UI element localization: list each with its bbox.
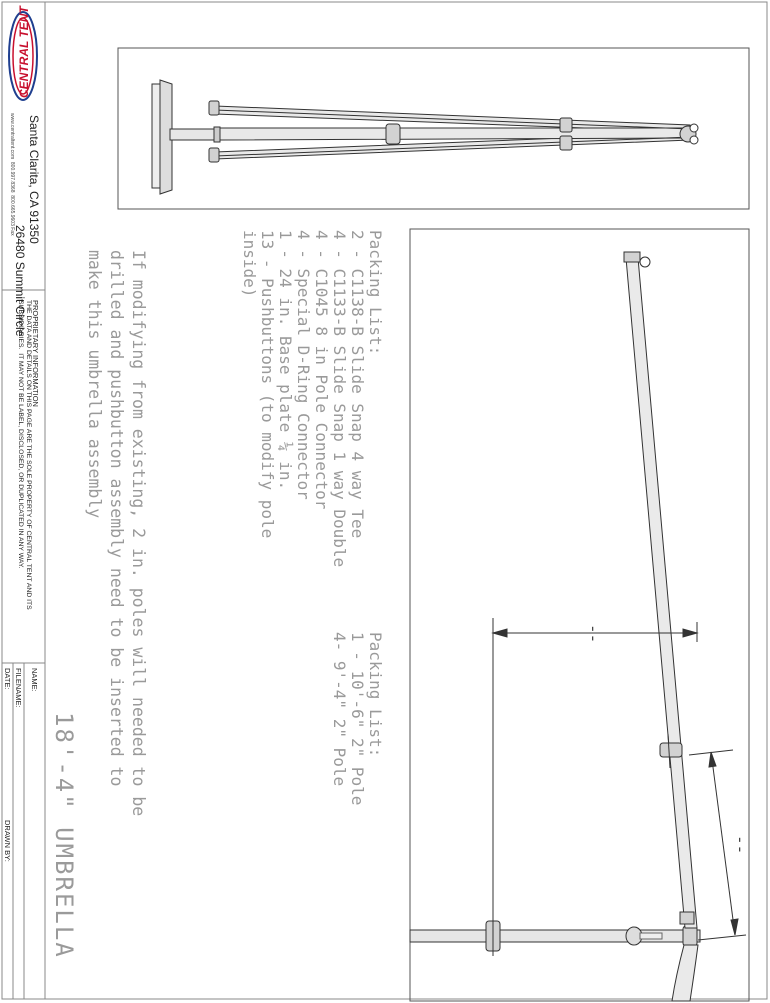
drawn-by-field-label: DRAWN BY: xyxy=(3,820,12,862)
horizontal-dimension-label: -- xyxy=(584,624,603,644)
drawing-title: 18'-4" UMBRELLA xyxy=(50,712,78,959)
proprietary-title: PROPRIETARY INFORMATION xyxy=(31,300,40,407)
arms-top-view xyxy=(215,106,690,159)
company-logo xyxy=(6,8,40,104)
note-line: If modifying from existing, 2 in. poles will needed to be xyxy=(129,250,148,817)
packing-list-2-item: 4- 9'-4" 2" Pole xyxy=(330,632,349,787)
side-view-frame xyxy=(410,229,749,1001)
note-line: make this umbrella assembly xyxy=(85,250,104,519)
base-pole-side-view xyxy=(410,916,700,956)
packing-list-1-heading: Packing List: xyxy=(366,230,385,356)
note-line: drilled and pushbutton assembly need to be inserted to xyxy=(107,250,126,787)
packing-list-1-item: inside) xyxy=(240,230,259,298)
packing-list-2-item: 1 - 10'-6" 2" Pole xyxy=(348,632,367,806)
date-field-label: DATE: xyxy=(3,668,12,690)
proprietary-line2: SUBSIDIARIES. IT MAY NOT BE LABEL, DISCLOSED, OR DUPLICATED IN ANY WAY. xyxy=(17,300,24,569)
company-address-line1: 26480 Summit Circle xyxy=(13,225,27,337)
name-field-label: NAME: xyxy=(30,668,39,692)
packing-list-1-item: 4 - Special D-Ring Connector xyxy=(294,230,313,500)
lower-pole-curve xyxy=(672,945,698,1001)
diagonal-dimension-label: -- xyxy=(731,835,750,855)
packing-list-1-item: 1 - 24 in. Base plate ¼ in. xyxy=(276,230,295,491)
packing-list-1-item: 2 - C1138-B Slide Snap 4 way Tee xyxy=(348,230,367,539)
company-contact-line: www.centraltent.com 800.997.8368 800.665.9603 Fax xyxy=(9,113,15,236)
packing-list-1-item: 13 - Pushbuttons (to modify pole xyxy=(258,230,277,539)
filename-field-label: FILENAME: xyxy=(14,668,23,708)
packing-list-2-heading: Packing List: xyxy=(366,632,385,758)
base-plate-top-view xyxy=(152,80,172,194)
center-pole-top-view xyxy=(170,127,220,142)
diagonal-pole-side-view xyxy=(624,252,697,928)
proprietary-line1: THE DATA AND DETAILS ON THIS PAGE ARE THE SOLE PROPERTY OF CENTRAL TENT AND ITS xyxy=(25,300,32,610)
company-address-line2: Santa Clarita, CA 91350 xyxy=(27,115,41,244)
packing-list-1-item: 4 - C1133-B Slide Snap 1 way Double xyxy=(330,230,349,568)
logo-text: CENTRAL TENT xyxy=(17,6,31,98)
packing-list-1-item: 4 - C1045 8 in Pole Connector xyxy=(312,230,331,510)
